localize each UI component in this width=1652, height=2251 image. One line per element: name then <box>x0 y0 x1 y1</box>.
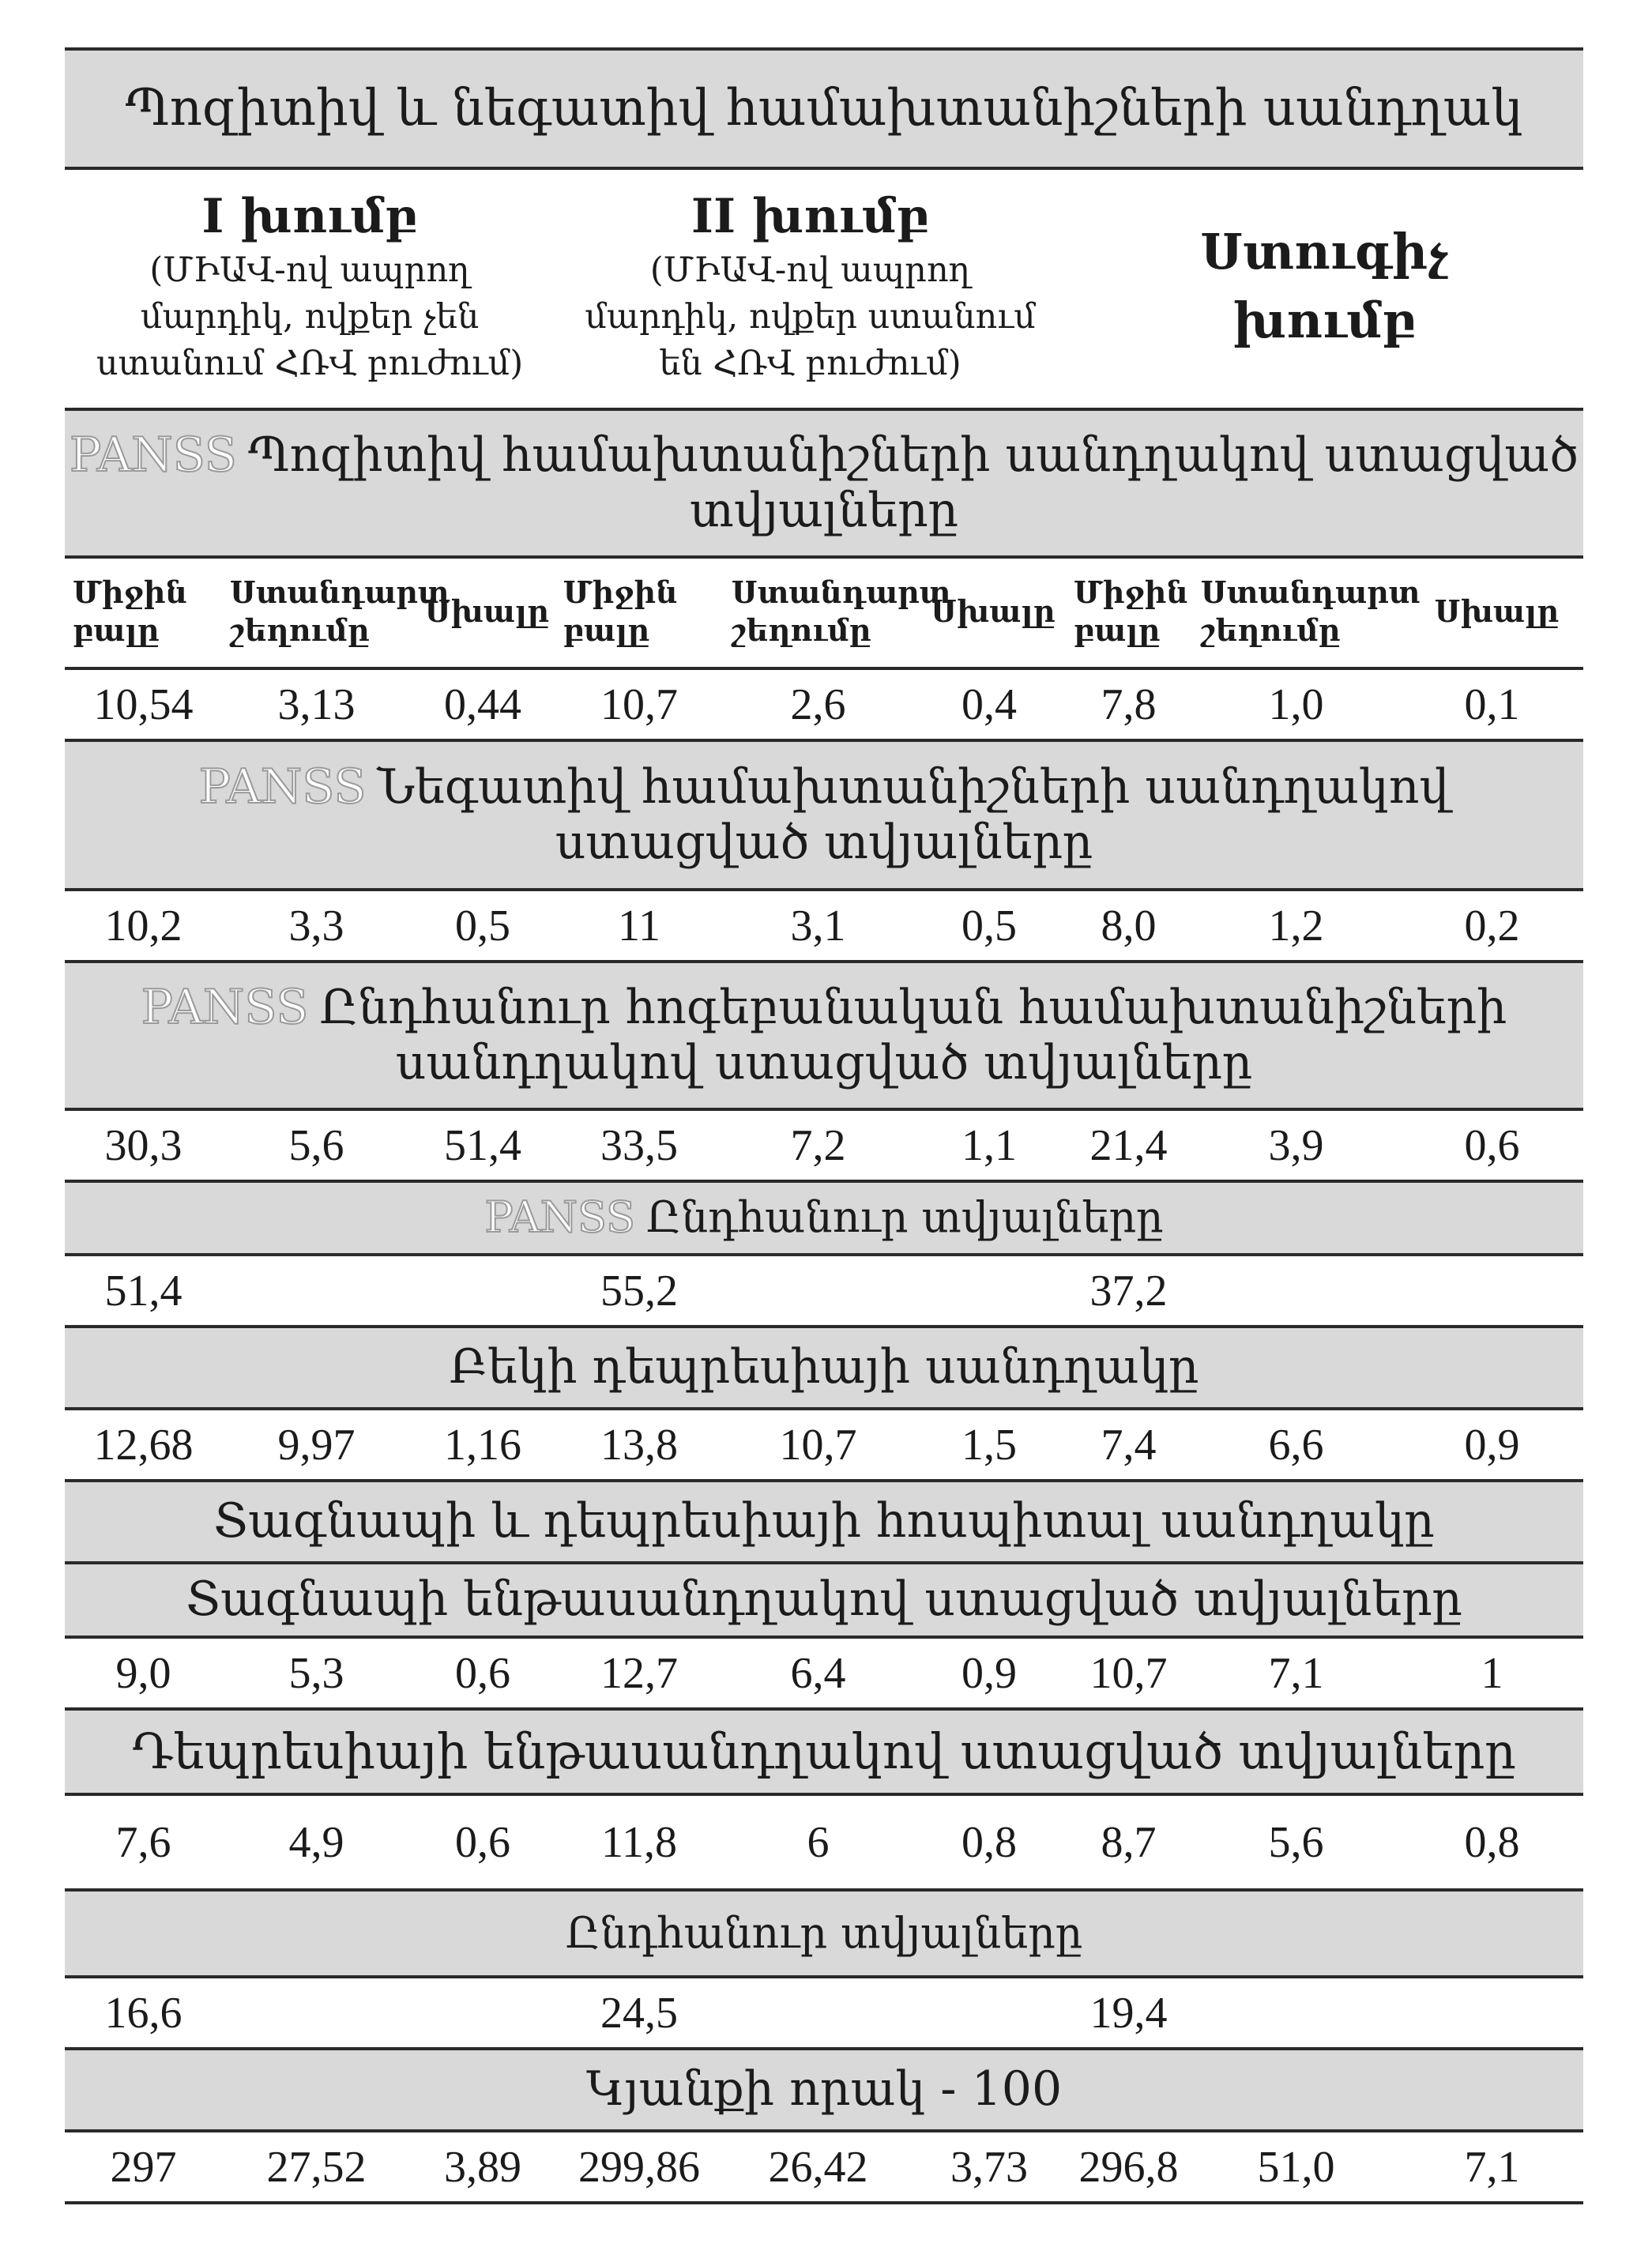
col-header-sd: Ստանդարտ շեղումը <box>1200 577 1421 648</box>
section-title: սանդղակով ստացված տվյալները <box>395 1034 1253 1090</box>
col-header-error: Սխալը <box>424 595 549 629</box>
control-group-header <box>1066 170 1583 408</box>
cell: 7,6 <box>115 1817 171 1867</box>
section-panss-total-header <box>65 1183 1583 1253</box>
cell: 27,52 <box>266 2142 367 2192</box>
section-hads-total-header <box>65 1892 1583 1975</box>
section-beck-header <box>65 1328 1583 1407</box>
cell: 1,0 <box>1268 679 1324 729</box>
section-hads-header <box>65 1482 1583 1561</box>
section-title: Նեգատիվ համախտանիշների սանդղակով <box>377 758 1450 815</box>
group-2-desc-line: մարդիկ, ովքեր ստանում <box>585 296 1036 337</box>
cell: 1,5 <box>961 1420 1017 1470</box>
cell: 10,2 <box>104 901 183 950</box>
cell: 55,2 <box>600 1266 678 1316</box>
cell: 0,6 <box>1464 1120 1520 1170</box>
cell: 0,6 <box>455 1648 510 1698</box>
group-1-desc-line: մարդիկ, ովքեր չեն <box>140 296 480 337</box>
section-title: Կյանքի որակ - 100 <box>585 2061 1063 2117</box>
cell: 3,89 <box>444 2142 521 2192</box>
control-group-name-line: խումբ <box>1232 291 1417 349</box>
group-2-name: II խումբ <box>691 188 930 244</box>
panss-label: PANSS <box>198 758 367 815</box>
cell: 51,4 <box>104 1266 183 1316</box>
cell: 9,97 <box>277 1420 356 1470</box>
data-row-qol <box>65 2132 1583 2201</box>
cell: 24,5 <box>600 1988 678 2038</box>
group-1-desc-line: (ՄԻԱՎ-ով ապրող <box>149 250 470 290</box>
section-general-header <box>65 963 1583 1108</box>
cell: 5,6 <box>1268 1817 1324 1867</box>
data-row-positive <box>65 670 1583 739</box>
cell: 8,0 <box>1101 901 1157 950</box>
section-title: Ընդհանուր հոգեբանական համախտանիշների <box>319 979 1507 1035</box>
data-row-hads-total <box>65 1978 1583 2047</box>
cell: 51,4 <box>444 1120 521 1170</box>
cell: 16,6 <box>104 1988 183 2038</box>
cell: 30,3 <box>104 1120 183 1170</box>
cell: 0,6 <box>455 1817 510 1867</box>
cell: 3,13 <box>277 679 356 729</box>
data-row-beck <box>65 1410 1583 1479</box>
cell: 0,9 <box>961 1648 1017 1698</box>
data-table <box>65 47 1583 2204</box>
col-header-error: Սխալը <box>1434 595 1560 629</box>
cell: 11,8 <box>601 1817 677 1867</box>
cell: 5,6 <box>288 1120 344 1170</box>
cell: 21,4 <box>1089 1120 1168 1170</box>
data-row-anxiety <box>65 1639 1583 1707</box>
cell: 51,0 <box>1257 2142 1335 2192</box>
section-title: Ընդհանուր տվյալները <box>565 1907 1083 1958</box>
cell: 6,4 <box>790 1648 846 1698</box>
cell: 4,9 <box>288 1817 344 1867</box>
cell: 7,1 <box>1268 1648 1324 1698</box>
section-positive-header <box>65 411 1583 555</box>
control-group-name-line: Ստուգիչ <box>1200 222 1449 280</box>
col-header-mean: Միջին բալը <box>73 577 187 648</box>
cell: 10,7 <box>779 1420 857 1470</box>
cell: 3,3 <box>288 901 344 950</box>
group-1-name: I խումբ <box>201 188 418 244</box>
section-title: Պոզիտիվ համախտանիշների սանդղակով ստացված <box>247 427 1579 483</box>
section-negative-header <box>65 742 1583 888</box>
cell: 37,2 <box>1089 1266 1168 1316</box>
section-title: Ընդհանուր տվյալները <box>646 1192 1164 1243</box>
group-2-desc-line: են ՀՌՎ բուժում) <box>659 344 961 384</box>
col-header-sd: Ստանդարտ շեղումը <box>731 577 951 648</box>
data-row-general <box>65 1111 1583 1180</box>
col-header-mean: Միջին բալը <box>563 577 678 648</box>
cell: 3,73 <box>950 2142 1028 2192</box>
group-1-desc-line: ստանում ՀՌՎ բուժում) <box>96 344 524 384</box>
cell: 5,3 <box>288 1648 344 1698</box>
data-row-panss-total <box>65 1256 1583 1325</box>
section-depression-header <box>65 1711 1583 1793</box>
col-header-mean: Միջին բալը <box>1073 577 1188 648</box>
cell: 12,68 <box>93 1420 194 1470</box>
cell: 0,1 <box>1464 679 1520 729</box>
cell: 7,1 <box>1464 2142 1520 2192</box>
cell: 7,4 <box>1101 1420 1157 1470</box>
cell: 0,5 <box>961 901 1017 950</box>
panss-label: PANSS <box>484 1192 636 1243</box>
cell: 1,16 <box>444 1420 521 1470</box>
section-qol-header <box>65 2050 1583 2129</box>
section-title: Տագնապի և դեպրեսիայի հոսպիտալ սանդղակը <box>213 1493 1435 1549</box>
cell: 2,6 <box>790 679 846 729</box>
cell: 0,8 <box>1464 1817 1520 1867</box>
group-header-row <box>65 170 1583 408</box>
table-title-band <box>65 51 1583 167</box>
cell: 0,2 <box>1464 901 1520 950</box>
cell: 0,44 <box>444 679 521 729</box>
cell: 0,4 <box>961 679 1017 729</box>
cell: 299,86 <box>578 2142 700 2192</box>
cell: 10,7 <box>600 679 678 729</box>
cell: 10,7 <box>1089 1648 1168 1698</box>
cell: 6 <box>807 1817 830 1867</box>
cell: 1 <box>1481 1648 1503 1698</box>
data-row-negative <box>65 891 1583 960</box>
cell: 0,5 <box>455 901 510 950</box>
panss-label: PANSS <box>141 979 309 1035</box>
cell: 26,42 <box>768 2142 868 2192</box>
cell: 9,0 <box>115 1648 171 1698</box>
data-row-depression <box>65 1796 1583 1888</box>
panss-label: PANSS <box>70 427 237 483</box>
cell: 11 <box>618 901 660 950</box>
cell: 0,8 <box>961 1817 1017 1867</box>
cell: 3,9 <box>1268 1120 1324 1170</box>
cell: 1,2 <box>1268 901 1324 950</box>
section-title: Բեկի դեպրեսիայի սանդղակը <box>449 1339 1199 1395</box>
group-2-desc-line: (ՄԻԱՎ-ով ապրող <box>649 250 971 290</box>
table-title: Պոզիտիվ և նեգատիվ համախտանիշների սանդղակ <box>125 79 1523 138</box>
cell: 7,2 <box>790 1120 846 1170</box>
cell: 296,8 <box>1078 2142 1179 2192</box>
cell: 10,54 <box>93 679 194 729</box>
section-title: տվյալները <box>690 482 958 538</box>
cell: 19,4 <box>1089 1988 1168 2038</box>
group-2-header <box>555 170 1066 408</box>
column-header-row <box>65 559 1583 667</box>
cell: 1,1 <box>961 1120 1017 1170</box>
cell: 0,9 <box>1464 1420 1520 1470</box>
cell: 3,1 <box>790 901 846 950</box>
col-header-sd: Ստանդարտ շեղումը <box>229 577 450 648</box>
cell: 297 <box>110 2142 177 2192</box>
cell: 33,5 <box>600 1120 678 1170</box>
section-anxiety-header <box>65 1564 1583 1636</box>
cell: 8,7 <box>1101 1817 1157 1867</box>
cell: 6,6 <box>1268 1420 1324 1470</box>
cell: 13,8 <box>600 1420 678 1470</box>
section-title: Դեպրեսիայի ենթասանդղակով ստացված տվյալները <box>132 1722 1516 1781</box>
col-header-error: Սխալը <box>931 595 1056 629</box>
section-title: Տագնապի ենթասանդղակով ստացված տվյալները <box>186 1572 1462 1628</box>
section-title: ստացված տվյալները <box>555 814 1093 870</box>
cell: 7,8 <box>1101 679 1157 729</box>
group-1-header <box>65 170 555 408</box>
cell: 12,7 <box>600 1648 678 1698</box>
